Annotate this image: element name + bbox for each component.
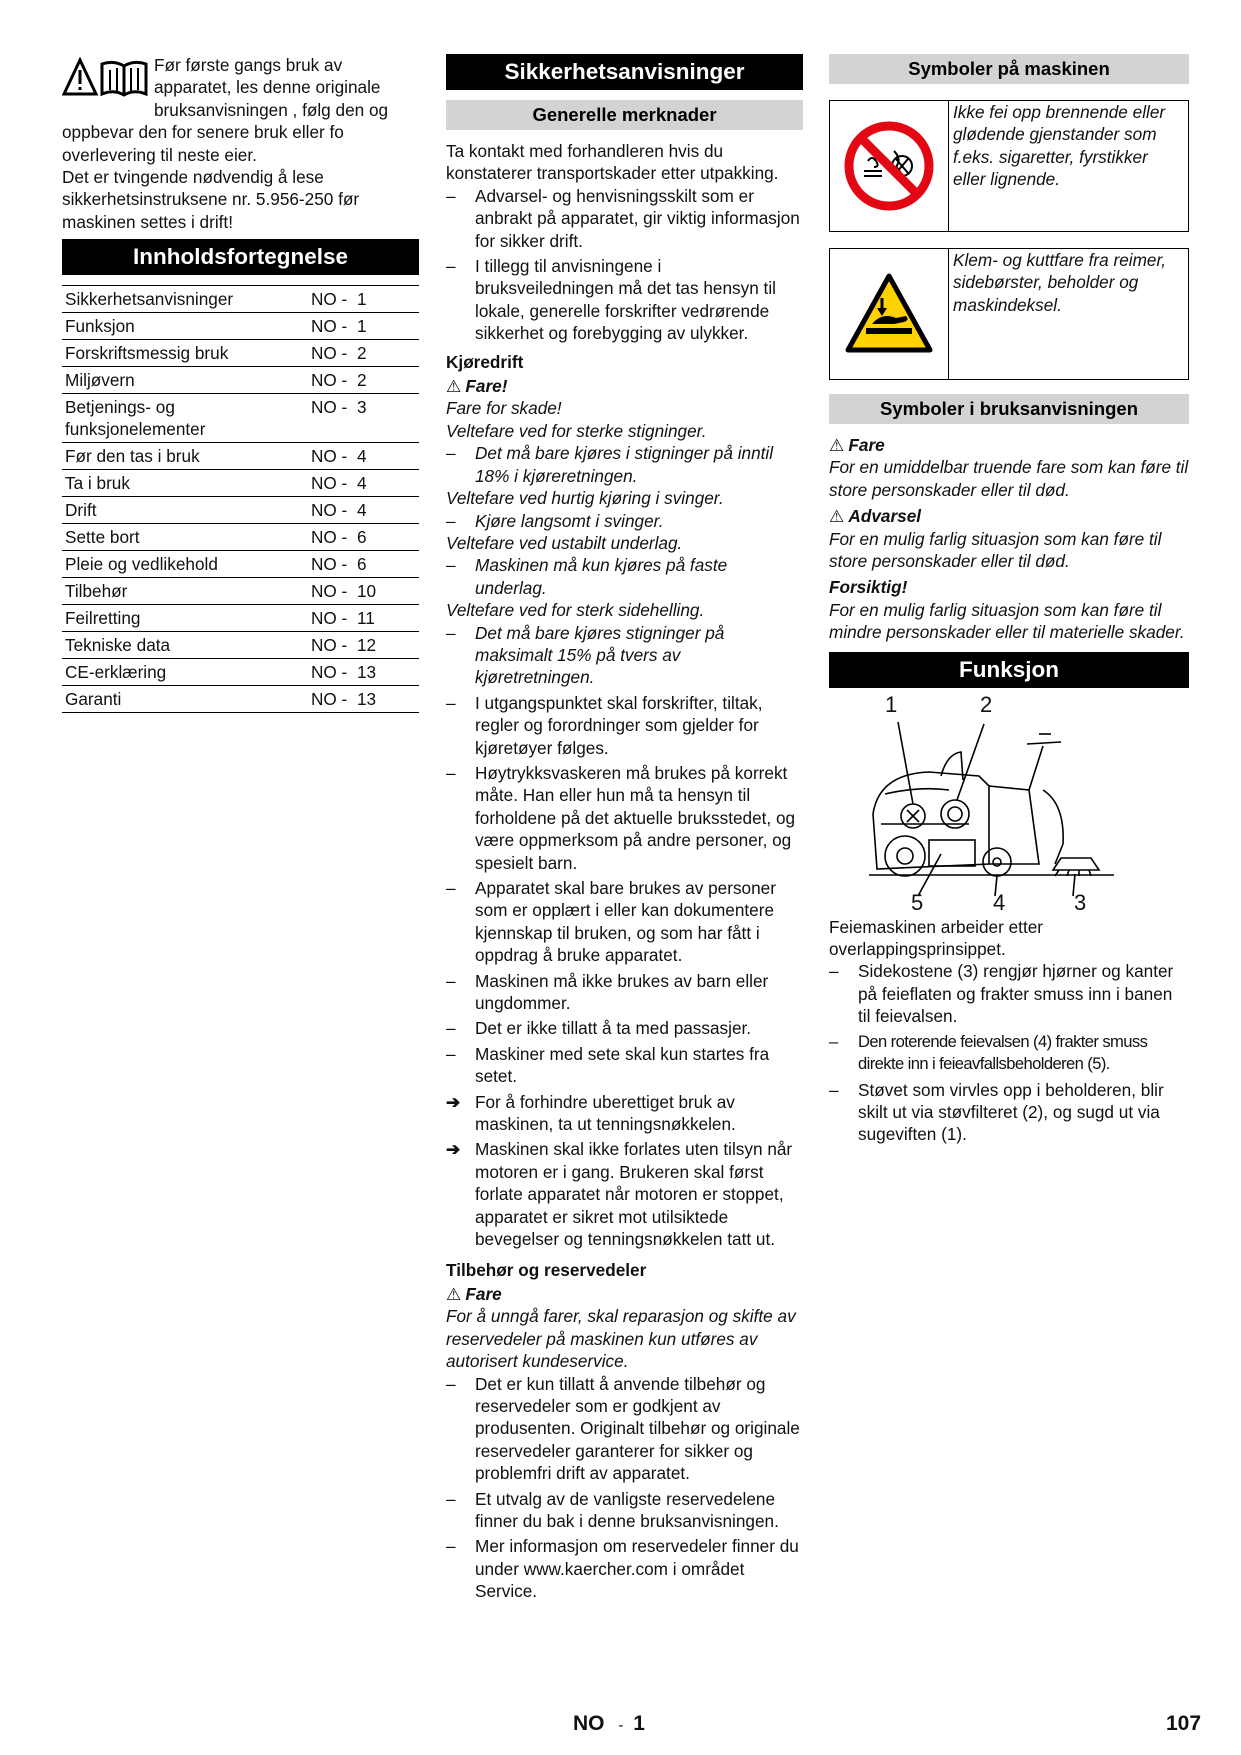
footer-local-page: 1 <box>633 1712 645 1735</box>
driving-line: Veltefare ved for sterke stigninger. <box>446 420 707 441</box>
toc-entry-title: Ta i bruk <box>65 473 130 494</box>
safety-item: – Apparatet skal bare brukes av personer som er opplært i eller kan dokumentere kjennskap til bruken, og som har fått i oppdrag å bruke apparatet. <box>446 877 803 967</box>
symbol-text: Ikke fei opp brennende eller glødende gjenstander som f.eks. sigaretter, fyrstikker eller lignende. <box>953 102 1166 190</box>
general-item: – I tillegg til anvisningene i bruksveiledningen må det tas hensyn til lokale, generelle forskrifter vedrørende sikkerhet og forebygging av ulykker. <box>446 255 803 345</box>
toc-entry-title: Sikkerhetsanvisninger <box>65 289 234 310</box>
danger-word: Fare <box>848 435 885 455</box>
toc-row <box>62 443 419 470</box>
toc-row <box>62 524 419 551</box>
toc-row <box>62 367 419 394</box>
warning-triangle-icon: ⚠ <box>446 1283 462 1304</box>
footer-section-page <box>573 1713 645 1737</box>
symbol-pic <box>830 249 949 379</box>
toc-entry-prefix: NO - <box>311 343 348 364</box>
toc-entry-title: Før den tas i bruk <box>65 446 200 467</box>
toc-table <box>62 285 419 713</box>
toc-entry-title: Pleie og vedlikehold <box>65 554 218 575</box>
manual-symbols-title: Symboler i bruksanvisningen <box>829 394 1189 424</box>
sweeper-illustration <box>829 691 1189 916</box>
toc-entry-prefix: NO - <box>311 608 348 629</box>
general-title: Generelle merknader <box>446 100 803 130</box>
toc-entry-prefix: NO - <box>311 662 348 683</box>
safety-title: Sikkerhetsanvisninger <box>446 54 803 90</box>
toc-entry-prefix: NO - <box>311 316 348 337</box>
toc-entry-prefix: NO - <box>311 527 348 548</box>
toc-entry-page: 6 <box>357 527 367 548</box>
arrow-right-icon: ➔ <box>446 1091 461 1112</box>
toc-row <box>62 632 419 659</box>
toc-row <box>62 286 419 313</box>
arrow-item-text: Maskinen skal ikke forlates uten tilsyn når motoren er i gang. Brukeren skal først forlate apparatet når motoren er stoppet, apparatet er sikret mot utilsiktede bevegelser og tenningsnøkkelen tatt ut. <box>475 1139 793 1250</box>
symbol-text: Klem- og kuttfare fra reimer, sidebørster, beholder og maskindeksel. <box>953 250 1167 315</box>
driving-line: Veltefare ved for sterk sidehelling. <box>446 600 705 621</box>
accessories-warning <box>446 1283 803 1305</box>
toc-entry-title: Tilbehør <box>65 581 128 602</box>
driving-warning <box>446 375 803 397</box>
toc-entry-prefix: NO - <box>311 473 348 494</box>
safety-arrow-item <box>446 1138 803 1250</box>
warning-word: Advarsel <box>848 506 922 527</box>
intro <box>62 54 419 233</box>
driving-title: Kjøredrift <box>446 351 524 372</box>
toc-entry-page: 4 <box>357 500 367 521</box>
toc-entry-prefix: NO - <box>311 554 348 575</box>
danger-text: For en umiddelbar truende fare som kan føre til store personskader eller til død. <box>829 457 1189 500</box>
driving-item: – Maskinen må kun kjøres på faste underlag. <box>446 554 803 599</box>
symbol-box-fire <box>829 100 1189 232</box>
toc-row <box>62 394 419 443</box>
toc-entry-page: 13 <box>357 689 377 710</box>
toc-entry-title: Garanti <box>65 689 122 710</box>
toc-row <box>62 686 419 713</box>
function-figure <box>829 691 1189 916</box>
column-right <box>829 54 1189 1146</box>
arrow-right-icon: ➔ <box>446 1139 461 1160</box>
driving-item: – Det må bare kjøres i stigninger på inntil 18% i kjøreretningen. <box>446 442 803 487</box>
warning-label <box>829 505 1189 527</box>
figure-label-5: 5 <box>911 889 924 915</box>
footer-sep: - <box>618 1717 624 1734</box>
intro-text: Før første gangs bruk av apparatet, les denne originale bruksanvisningen , følg den og oppbevar den for senere bruk eller fo overlevering til neste eier. <box>62 55 389 165</box>
safety-item: – Høytrykksvaskeren må brukes på korrekt måte. Han eller hun må ta hensyn til forholdene på det aktuelle bruksstedet, og være oppmerksom på andre personer, og spesielt barn. <box>446 762 803 874</box>
caution-label: Forsiktig! <box>829 577 908 598</box>
general-item: – Advarsel- og henvisningsskilt som er anbrakt på apparatet, gir viktig informasjon for sikker drift. <box>446 185 803 252</box>
driving-line: Fare for skade! <box>446 398 562 419</box>
safety-item: – Det er ikke tillatt å ta med passasjer. <box>446 1017 803 1039</box>
driving-warning-label: Fare! <box>465 376 508 397</box>
toc-row <box>62 313 419 340</box>
figure-label-4: 4 <box>993 889 1006 915</box>
warning-triangle-icon: ⚠ <box>829 435 845 455</box>
toc-entry-page: 2 <box>357 343 367 364</box>
toc-title: Innholdsfortegnelse <box>62 239 419 275</box>
toc-entry-title: Sette bort <box>65 527 140 548</box>
function-item: – Sidekostene (3) rengjør hjørner og kanter på feieflaten og frakter smuss inn i banen til feievalsen. <box>829 960 1189 1027</box>
toc-entry-title: Tekniske data <box>65 635 171 656</box>
toc-entry-page: 6 <box>357 554 367 575</box>
toc-entry-page: 4 <box>357 473 367 494</box>
toc-row <box>62 578 419 605</box>
danger-label <box>829 434 1189 456</box>
accessories-title: Tilbehør og reservedeler <box>446 1259 647 1280</box>
toc-row <box>62 470 419 497</box>
toc-entry-title: Miljøvern <box>65 370 135 391</box>
toc-entry-prefix: NO - <box>311 635 348 656</box>
safety-arrow-item <box>446 1091 803 1136</box>
accessories-warning-label: Fare <box>465 1283 502 1304</box>
toc-entry-page: 12 <box>357 635 377 656</box>
toc-entry-title: Forskriftsmessig bruk <box>65 343 229 364</box>
toc-entry-page: 11 <box>357 608 375 629</box>
function-item: – Den roterende feievalsen (4) frakter smuss direkte inn i feieavfallsbeholderen (5). <box>829 1031 1189 1076</box>
warning-manual-icon <box>62 56 150 100</box>
machine-symbols-title: Symboler på maskinen <box>829 54 1189 84</box>
figure-label-1: 1 <box>885 691 898 717</box>
toc-entry-prefix: NO - <box>311 370 348 391</box>
warning-text: For en mulig farlig situasjon som kan føre til store personskader eller til død. <box>829 528 1162 572</box>
function-text: Feiemaskinen arbeider etter overlappingsprinsippet. <box>829 916 1043 960</box>
toc-entry-title: Betjenings- og funksjonelementer <box>65 397 206 440</box>
toc-entry-page: 3 <box>357 397 367 418</box>
toc-entry-title: Funksjon <box>65 316 135 337</box>
toc-entry-prefix: NO - <box>311 289 348 310</box>
intro-text-2: Det er tvingende nødvendig å lese sikkerhetsinstruksene nr. 5.956-250 før maskinen settes i drift! <box>62 167 360 232</box>
pinch-hazard-icon <box>844 272 934 356</box>
footer-page-number: 107 <box>1166 1712 1202 1735</box>
toc-entry-page: 13 <box>357 662 377 683</box>
toc-row <box>62 659 419 686</box>
symbol-box-pinch <box>829 248 1189 380</box>
safety-item: – Maskinen må ikke brukes av barn eller ungdommer. <box>446 970 803 1015</box>
general-text: Ta kontakt med forhandleren hvis du konstaterer transportskader etter utpakking. <box>446 141 779 184</box>
toc-entry-title: Drift <box>65 500 97 521</box>
safety-item: – I utgangspunktet skal forskrifter, tiltak, regler og forordninger som gjelder for kjøretøyer følges. <box>446 692 803 759</box>
figure-label-3: 3 <box>1074 889 1087 915</box>
toc-entry-prefix: NO - <box>311 689 348 710</box>
driving-line: Veltefare ved ustabilt underlag. <box>446 532 683 553</box>
toc-entry-prefix: NO - <box>311 500 348 521</box>
toc-entry-page: 1 <box>357 316 367 337</box>
arrow-item-text: For å forhindre uberettiget bruk av maskinen, ta ut tenningsnøkkelen. <box>475 1091 736 1135</box>
footer-lang: NO <box>573 1712 605 1735</box>
caution-text: For en mulig farlig situasjon som kan føre til mindre personskader eller til materielle skader. <box>829 599 1185 643</box>
symbol-pic <box>830 101 949 231</box>
toc-row <box>62 340 419 367</box>
toc-row <box>62 605 419 632</box>
toc-row <box>62 551 419 578</box>
toc-entry-page: 4 <box>357 446 367 467</box>
toc-entry-prefix: NO - <box>311 397 348 418</box>
accessories-item: – Det er kun tillatt å anvende tilbehør og reservedeler som er godkjent av produsenten. Originalt tilbehør og originale reservedeler garanterer for sikker og problemfri drift av apparatet. <box>446 1373 803 1485</box>
column-middle <box>446 54 803 1603</box>
function-item: – Støvet som virvles opp i beholderen, blir skilt ut via støvfilteret (2), og sugd ut via sugeviften (1). <box>829 1079 1189 1146</box>
no-burning-objects-icon <box>844 121 934 211</box>
toc-entry-page: 1 <box>357 289 367 310</box>
warning-triangle-icon: ⚠ <box>829 506 845 527</box>
safety-item: – Maskiner med sete skal kun startes fra setet. <box>446 1043 803 1088</box>
figure-label-2: 2 <box>980 691 993 717</box>
function-title: Funksjon <box>829 652 1189 688</box>
toc-entry-page: 2 <box>357 370 367 391</box>
driving-item: – Det må bare kjøres stigninger på maksimalt 15% på tvers av kjøretretningen. <box>446 622 803 689</box>
toc-entry-prefix: NO - <box>311 581 348 602</box>
accessories-item: – Et utvalg av de vanligste reservedelene finner du bak i denne bruksanvisningen. <box>446 1488 803 1533</box>
driving-item: – Kjøre langsomt i svinger. <box>446 510 803 532</box>
accessories-item: – Mer informasjon om reservedeler finner du under www.kaercher.com i området Service. <box>446 1535 803 1602</box>
toc-entry-title: CE-erklæring <box>65 662 167 683</box>
accessories-text: For å unngå farer, skal reparasjon og skifte av reservedeler på maskinen kun utføres av autorisert kundeservice. <box>446 1306 796 1372</box>
toc-entry-prefix: NO - <box>311 446 348 467</box>
toc-row <box>62 497 419 524</box>
toc-entry-title: Feilretting <box>65 608 141 629</box>
column-left <box>62 54 419 713</box>
toc-entry-page: 10 <box>357 581 377 602</box>
driving-line: Veltefare ved hurtig kjøring i svinger. <box>446 488 724 509</box>
warning-triangle-icon: ⚠ <box>446 376 462 397</box>
